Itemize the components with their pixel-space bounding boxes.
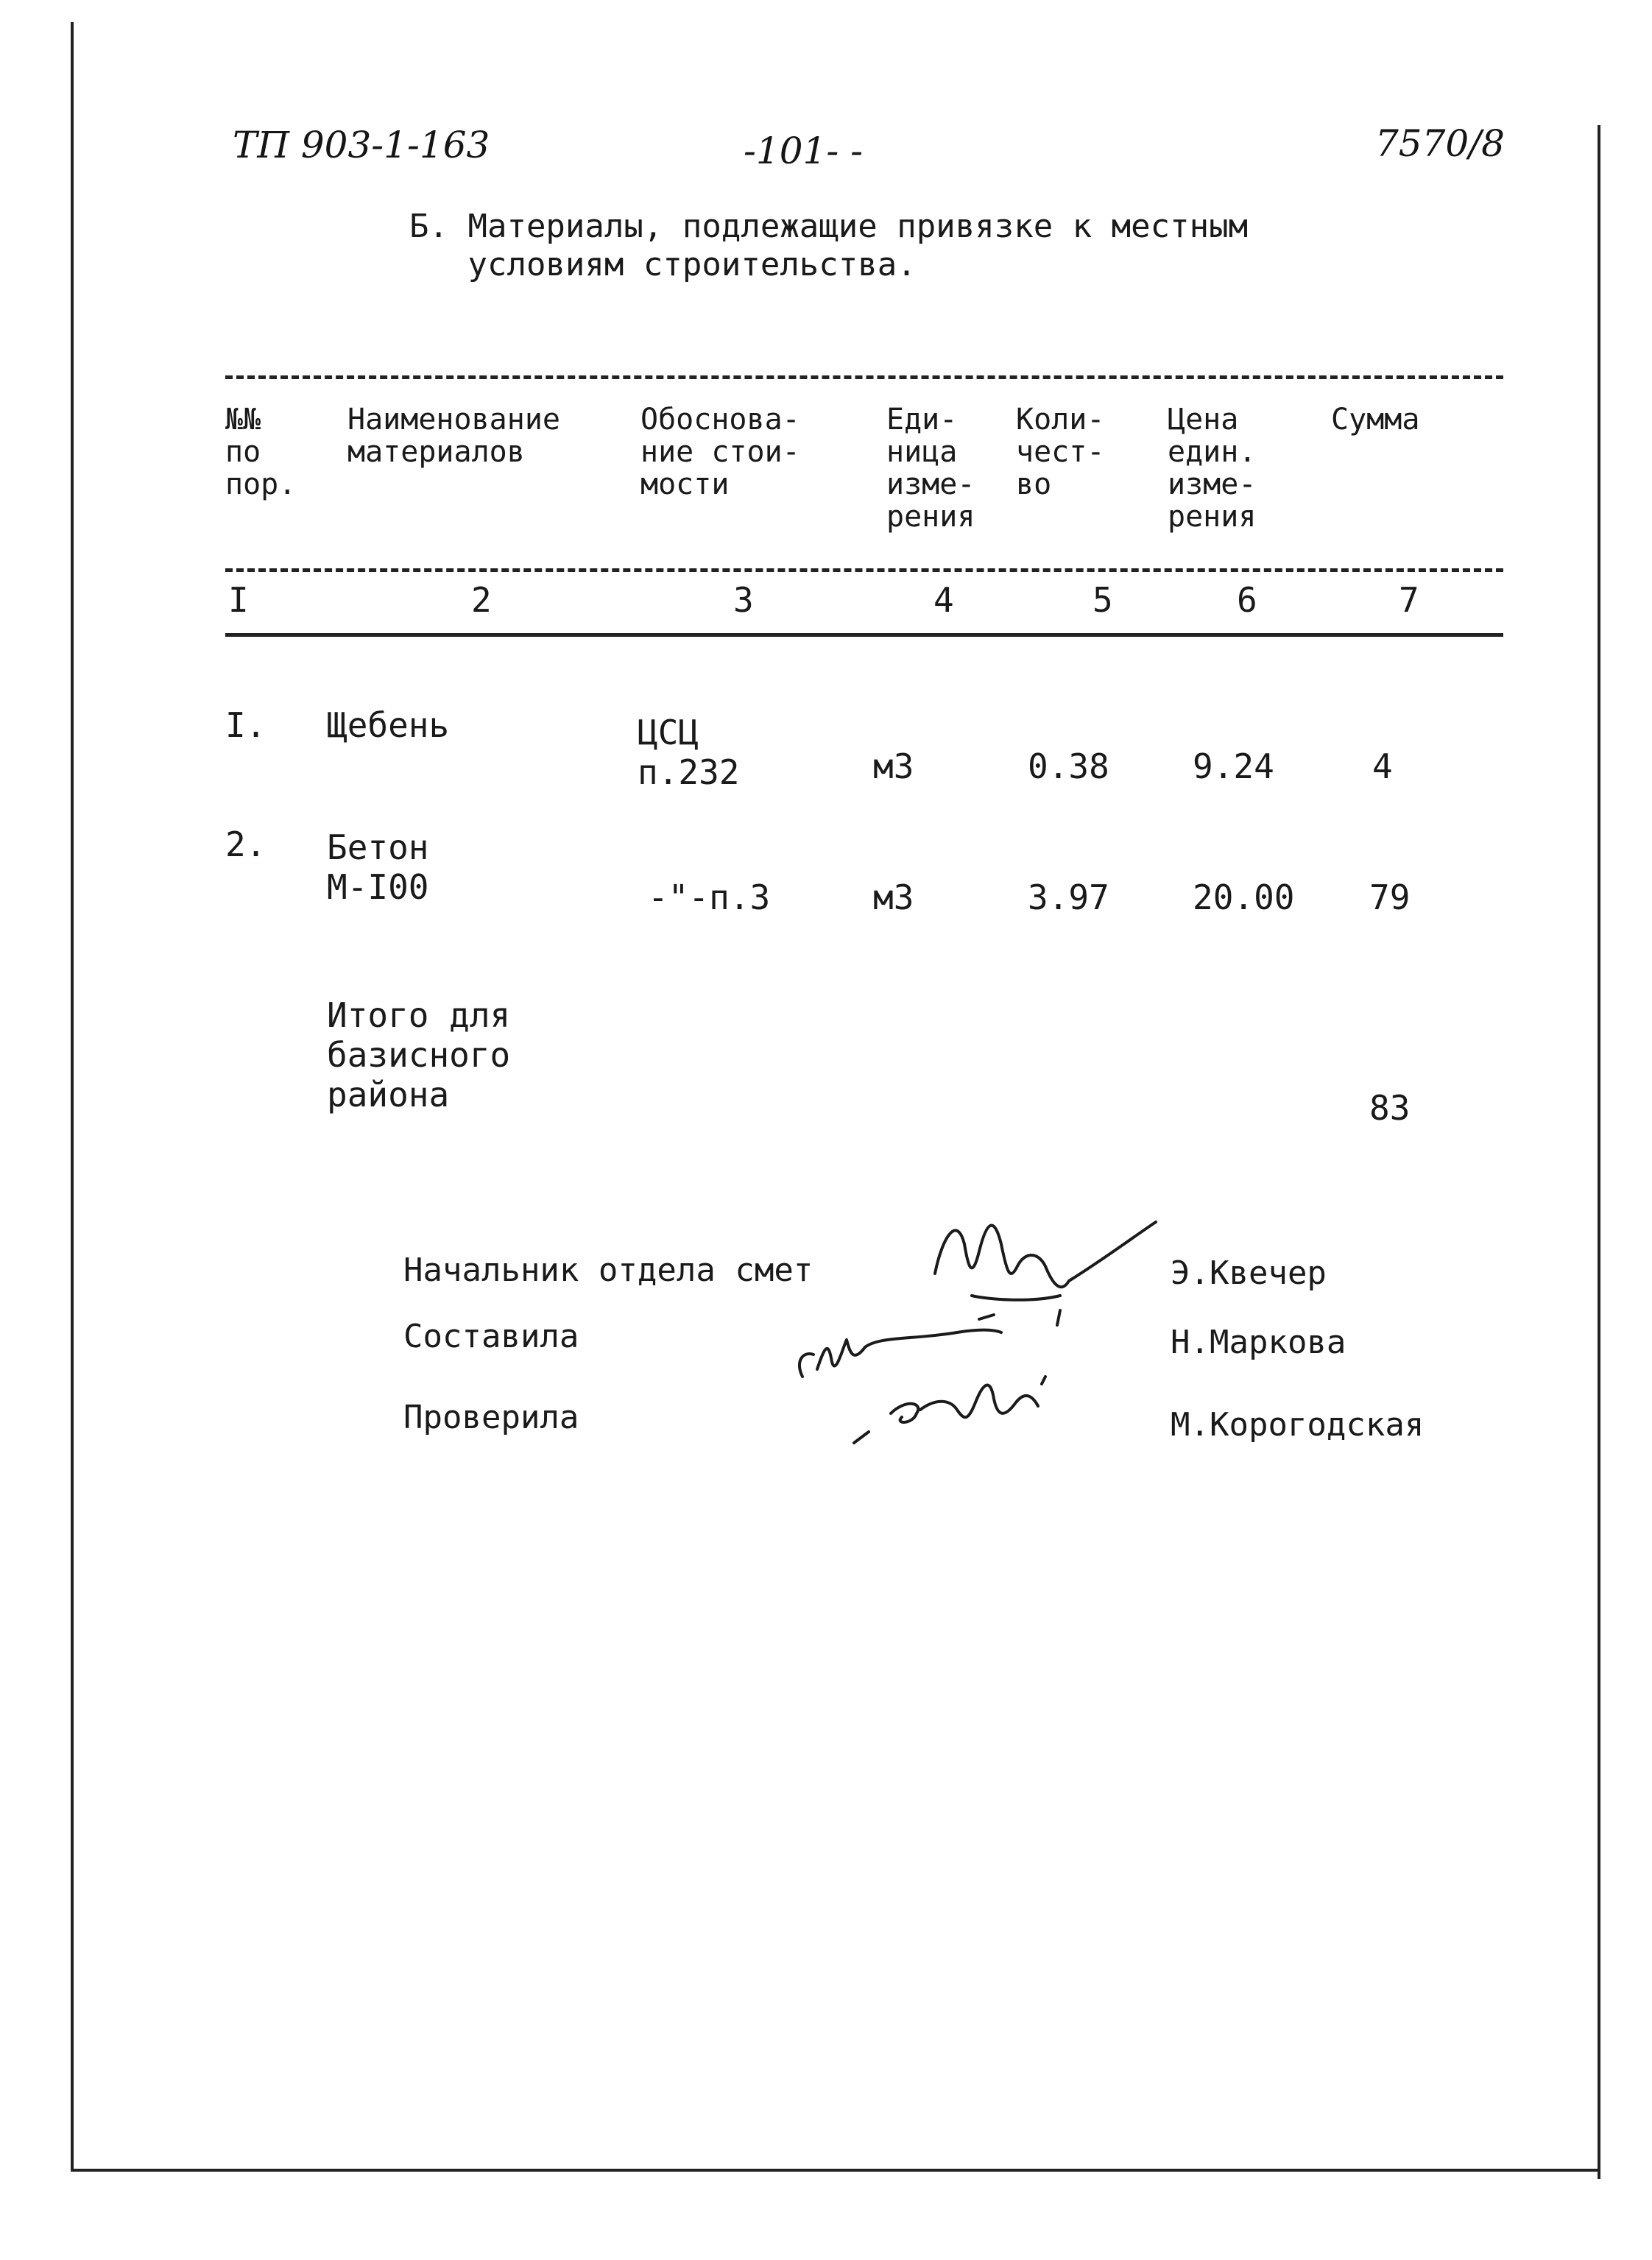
col-number-1: I	[228, 580, 249, 620]
signature-3-stroke	[891, 1385, 1038, 1422]
signer-role-3: Проверила	[403, 1399, 579, 1436]
col-header-sum: Сумма	[1331, 403, 1420, 437]
col-number-3: 3	[733, 580, 754, 620]
col-header-qty: Коли- чест- во	[1016, 403, 1105, 501]
row1-sum: 4	[1372, 746, 1393, 786]
row1-price: 9.24	[1193, 746, 1274, 786]
col-header-unit: Еди- ница изме- рения	[886, 403, 975, 534]
section-title: Б. Материалы, подлежащие привязке к местным условиям строительства.	[409, 208, 1249, 283]
signer-name-1: Э.Квечер	[1171, 1254, 1327, 1292]
signature-2-tail	[979, 1315, 994, 1319]
row2-basis: -"-п.3	[648, 877, 771, 917]
sheet-code: 7570/8	[1375, 122, 1505, 165]
col-number-7: 7	[1399, 580, 1419, 620]
row1-unit: м3	[873, 746, 914, 786]
row2-qty: 3.97	[1028, 877, 1109, 917]
col-number-2: 2	[471, 580, 492, 620]
signer-role-1: Начальник отдела смет	[403, 1251, 813, 1289]
signature-3-lead	[854, 1377, 1045, 1443]
col-number-4: 4	[933, 580, 954, 620]
row1-basis: ЦСЦ п.232	[638, 713, 740, 792]
col-number-5: 5	[1092, 580, 1113, 620]
row2-sum: 79	[1369, 877, 1411, 917]
signer-name-3: М.Корогодская	[1171, 1406, 1425, 1444]
col-header-price: Цена един. изме- рения	[1168, 403, 1257, 534]
signer-name-2: Н.Маркова	[1171, 1324, 1346, 1361]
doc-code: ТП 903-1-163	[233, 124, 490, 166]
row2-name: Бетон М-I00	[327, 827, 429, 907]
total-sum: 83	[1369, 1088, 1411, 1128]
row1-qty: 0.38	[1028, 746, 1109, 786]
col-number-6: 6	[1237, 580, 1257, 620]
signature-2-stroke	[799, 1330, 1001, 1377]
total-label: Итого для базисного района	[327, 995, 511, 1115]
row1-name: Щебень	[327, 705, 450, 745]
col-header-basis: Обоснова- ние стои- мости	[640, 403, 800, 501]
col-header-name: Наименование материалов	[347, 403, 560, 469]
row2-num: 2.	[225, 824, 266, 864]
signature-1-stroke	[935, 1222, 1156, 1287]
signer-role-2: Составила	[403, 1318, 579, 1355]
page-number: -101- -	[744, 130, 864, 172]
row1-num: I.	[225, 705, 266, 745]
row2-price: 20.00	[1193, 877, 1295, 917]
col-header-num: №№ по пор.	[225, 403, 297, 501]
signature-1-tail	[972, 1296, 1060, 1325]
row2-unit: м3	[873, 877, 914, 917]
